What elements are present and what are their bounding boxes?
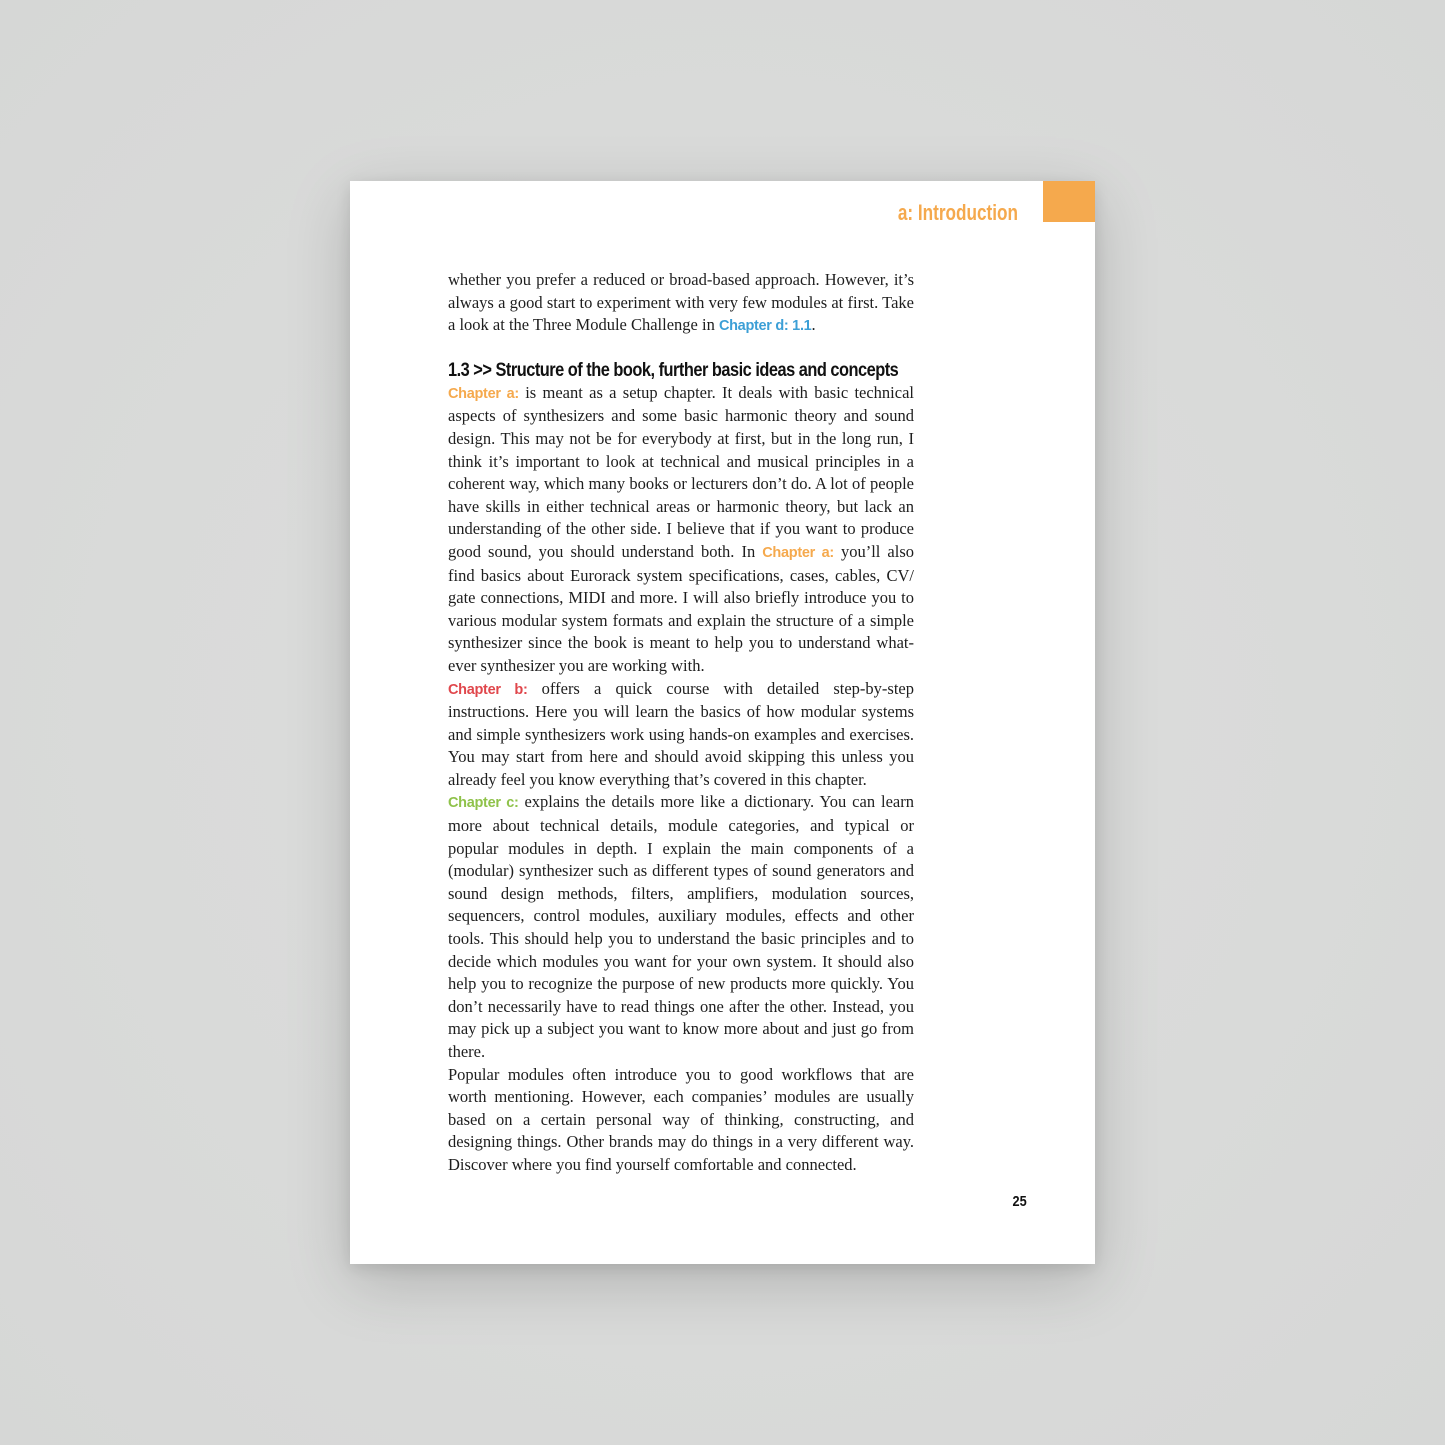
closing-paragraph: Popular modules often introduce you to good workflows that are worth mentioning. However, each companies’ modules are usually based on a certain personal way of thinking, constructing, and designing things. Other brands may do things in a very different way. Discover where you find yourself comfortable and connected.	[448, 1064, 914, 1174]
intro-end: .	[811, 315, 816, 335]
page-body	[448, 269, 914, 1177]
running-head: a: Introduction	[897, 200, 1018, 225]
chapter-a-paragraph	[448, 382, 914, 678]
chapter-c-text: explains the details more like a dictionary. You can learn more about technical details, module categories, and typical or popular modules in depth. I explain the main components of a (modular) synthesizer such as different types of sound generators and sound design methods, filters, amplifiers, modulation sources, sequencers, control modules, auxiliary modules, effects and other tools. This should help you to understand the basic principles and to decide which modules you want for your own system. It should also help you to recognize the purpose of new products more quickly. You don’t necessarily have to read things one after the other. Instead, you may pick up a subject you want to know more about and just go from there.	[448, 792, 914, 1061]
chapter-a-text-2: you’ll also find basics about Eurorack system specifications, cases, cables, CV/​gate connections, MIDI and more. I will also briefly introduce you to various modular system formats and explain the structure of a simple synthesizer since the book is meant to help you to understand whatever synthesizer you are working with.	[448, 541, 914, 675]
section-heading: 1.3 >> Structure of the book, further basic ideas and concepts	[448, 358, 899, 381]
page-number: 25	[1012, 1193, 1027, 1210]
chapter-c-paragraph	[448, 791, 914, 1063]
chapter-d-reference[interactable]: Chapter d: 1.1	[718, 318, 812, 335]
intro-paragraph	[448, 269, 914, 338]
chapter-a-tag: Chapter a:	[448, 385, 519, 402]
chapter-b-paragraph	[448, 678, 914, 792]
intro-text: whether you prefer a reduced or broad-based approach. However, it’s always a good start to experiment with very few modules at first. Take a look at the Three Module Challenge in	[448, 270, 914, 335]
book-page	[350, 181, 1095, 1264]
chapter-c-tag: Chapter c:	[448, 795, 519, 812]
chapter-color-tab	[1043, 181, 1095, 222]
chapter-a-text-1: is meant as a setup chapter. It deals with basic technical aspects of synthesizers and some basic harmonic theory and sound design. This may not be for everybody at first, but in the long run, I think it’s important to look at technical and musical principles in a coherent way, which many books or lecturers don’t do. A lot of people have skills in either technical areas or harmonic theory, but lack an understanding of the other side. I believe that if you want to produce good sound, you should understand both. In	[448, 382, 914, 561]
chapter-b-text: offers a quick course with detailed step-by-step instructions. Here you will learn the basics of how modular systems and simple synthesizers work using hands-on examples and exercises. You may start from here and should avoid skipping this unless you already feel you know everything that’s covered in this chapter.	[448, 678, 914, 789]
chapter-a-inline-tag: Chapter a:	[762, 544, 834, 561]
chapter-b-tag: Chapter b:	[448, 681, 528, 698]
